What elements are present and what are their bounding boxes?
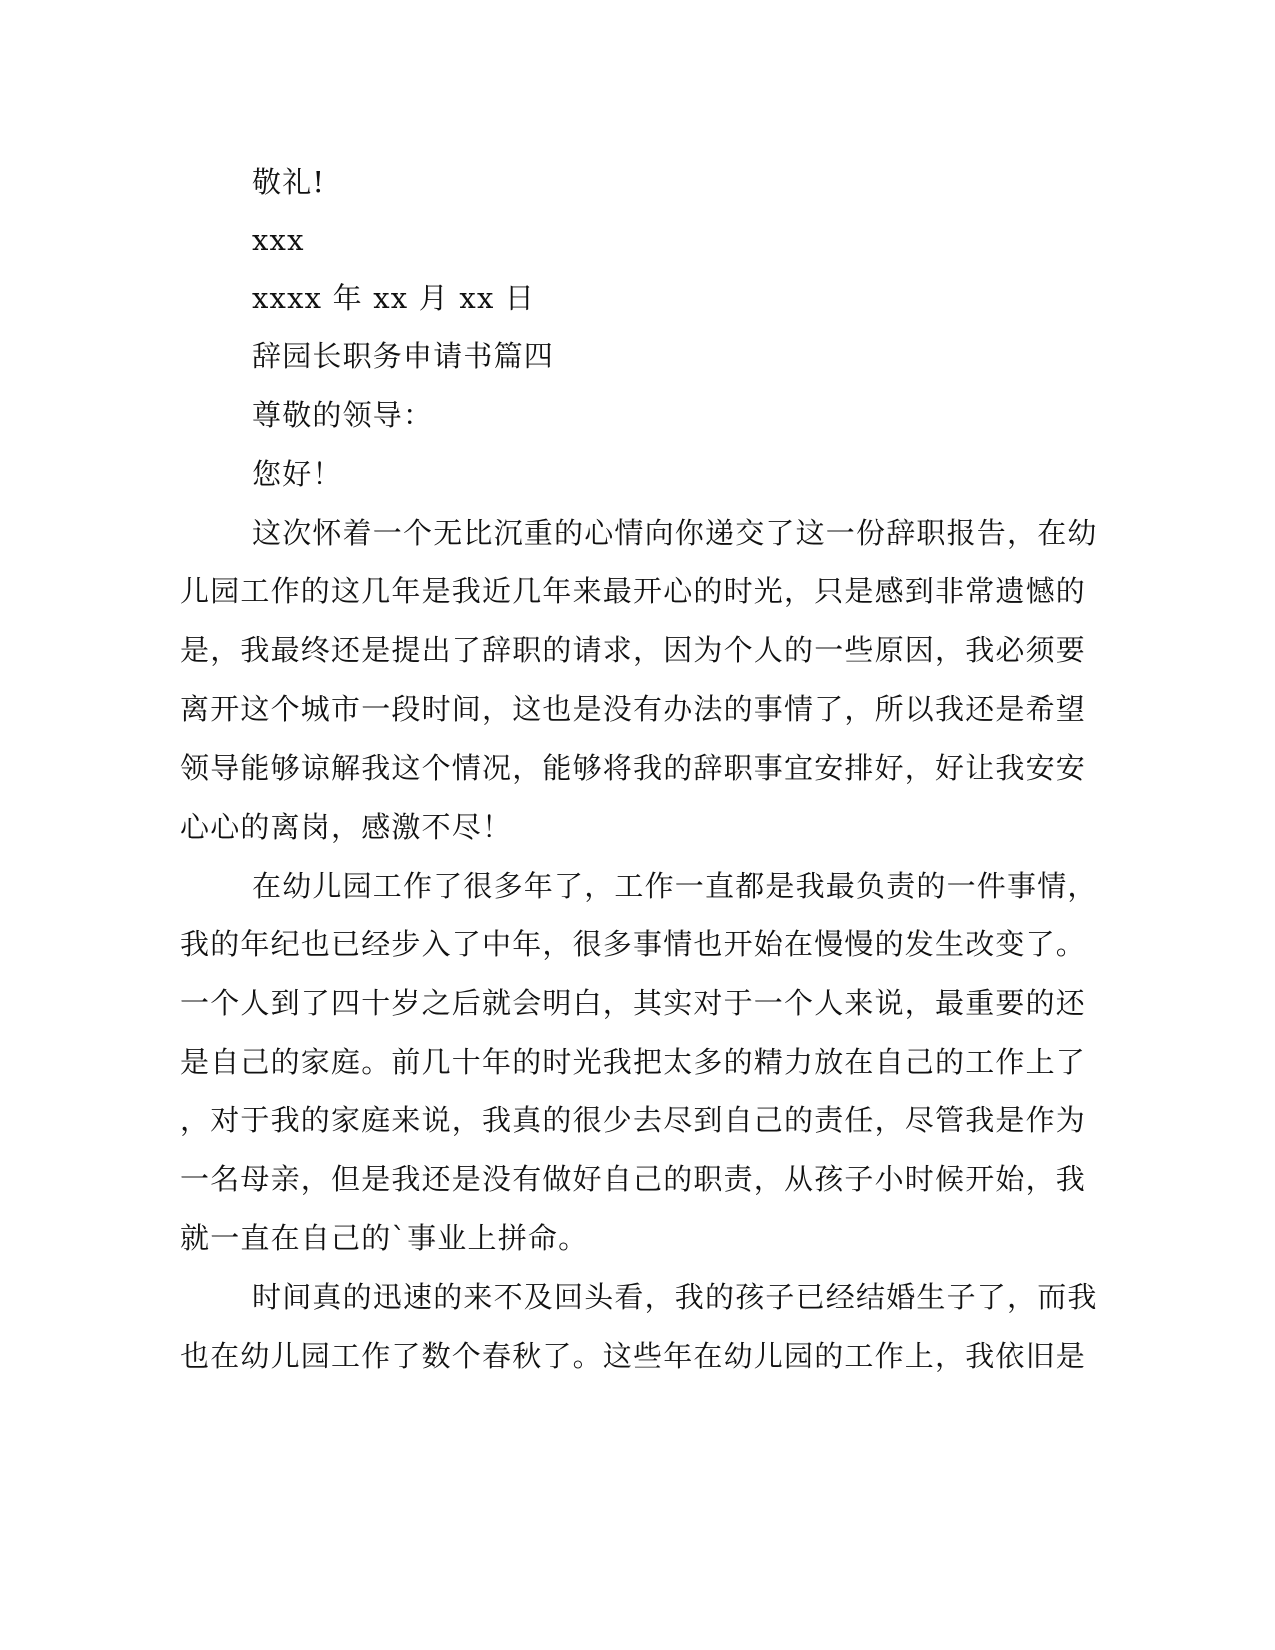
signature-text: xxx [252,223,305,257]
paragraph-2-line: 一名母亲，但是我还是没有做好自己的职责，从孩子小时候开始，我 [180,1162,1087,1196]
paragraph-2-line: 在幼儿园工作了很多年了，工作一直都是我最负责的一件事情， [252,869,1098,903]
paragraph-3-line: 也在幼儿园工作了数个春秋了。这些年在幼儿园的工作上，我依旧是 [180,1339,1087,1373]
date-text: xxxx 年 xx 月 xx 日 [252,281,536,315]
paragraph-1-line: 儿园工作的这几年是我近几年来最开心的时光，只是感到非常遗憾的 [180,574,1087,608]
paragraph-2-line: 是自己的家庭。前几十年的时光我把太多的精力放在自己的工作上了 [180,1045,1087,1079]
paragraph-2-line: 我的年纪也已经步入了中年，很多事情也开始在慢慢的发生改变了。 [180,927,1087,961]
paragraph-3-line: 时间真的迅速的来不及回头看，我的孩子已经结婚生子了，而我 [252,1280,1098,1314]
paragraph-2-line: 就一直在自己的`事业上拼命。 [180,1221,589,1255]
paragraph-2-line: ，对于我的家庭来说，我真的很少去尽到自己的责任，尽管我是作为 [180,1103,1087,1137]
salutation-text: 尊敬的领导： [252,398,434,432]
paragraph-1-line: 这次怀着一个无比沉重的心情向你递交了这一份辞职报告，在幼 [252,516,1098,550]
closing-text: 敬礼! [252,165,326,199]
paragraph-1-line: 心心的离岗，感激不尽！ [180,810,513,844]
section-title: 辞园长职务申请书篇四 [252,339,555,373]
paragraph-1-line: 是，我最终还是提出了辞职的请求，因为个人的一些原因，我必须要 [180,633,1087,667]
greeting-text: 您好！ [252,457,343,491]
paragraph-1-line: 离开这个城市一段时间，这也是没有办法的事情了，所以我还是希望 [180,692,1087,726]
paragraph-1-line: 领导能够谅解我这个情况，能够将我的辞职事宜安排好，好让我安安 [180,751,1087,785]
paragraph-2-line: 一个人到了四十岁之后就会明白，其实对于一个人来说，最重要的还 [180,986,1087,1020]
